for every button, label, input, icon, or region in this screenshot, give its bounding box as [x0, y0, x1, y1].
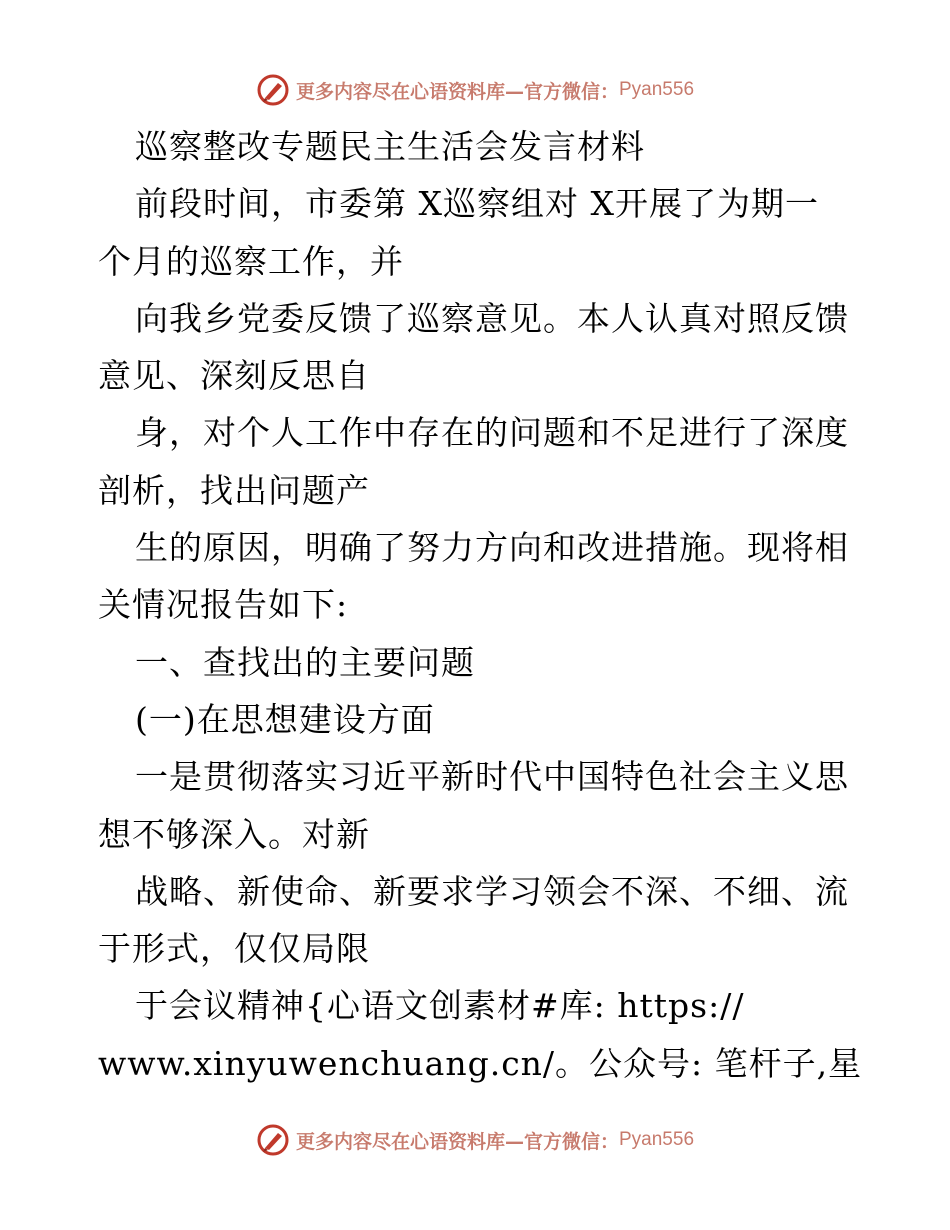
text-line: 意见、深刻反思自 [98, 356, 370, 396]
text-line: 战略、新使命、新要求学习领会不深、不细、流 [135, 871, 849, 911]
text-line: (一)在思想建设方面 [135, 699, 435, 739]
watermark-wechat-id: Pyan556 [619, 79, 695, 100]
text-line: 前段时间，市委第 X巡察组对 X开展了为期一 [135, 184, 819, 224]
watermark-text: 更多内容尽在心语资料库—官方微信： [295, 1130, 619, 1153]
text-line: 一是贯彻落实习近平新时代中国特色社会主义思 [135, 757, 849, 797]
text-line: 身，对个人工作中存在的问题和不足进行了深度 [135, 413, 849, 453]
text-line: 个月的巡察工作，并 [98, 241, 404, 281]
text-line: 于会议精神{心语文创素材#库: https:// [135, 986, 745, 1026]
text-line: 生的原因，明确了努力方向和改进措施。现将相 [135, 528, 849, 568]
watermark-text: 更多内容尽在心语资料库—官方微信： [295, 80, 619, 103]
text-line: 巡察整改专题民主生活会发言材料 [135, 127, 645, 166]
pen-logo-icon [256, 1123, 290, 1157]
footer-watermark [0, 1120, 950, 1160]
text-line: www.xinyuwenchuang.cn/。公众号: 笔杆子,星 [98, 1043, 863, 1083]
text-line: 关情况报告如下: [98, 585, 349, 625]
text-line: 一、查找出的主要问题 [135, 642, 475, 682]
header-watermark [0, 70, 950, 110]
text-line: 于形式，仅仅局限 [98, 929, 370, 969]
text-line: 想不够深入。对新 [98, 814, 370, 854]
document-body [98, 118, 863, 1092]
watermark-wechat-id: Pyan556 [619, 1129, 695, 1150]
pen-logo-icon [256, 73, 290, 107]
text-line: 剖析，找出问题产 [98, 470, 370, 510]
text-line: 向我乡党委反馈了巡察意见。本人认真对照反馈 [135, 298, 849, 338]
